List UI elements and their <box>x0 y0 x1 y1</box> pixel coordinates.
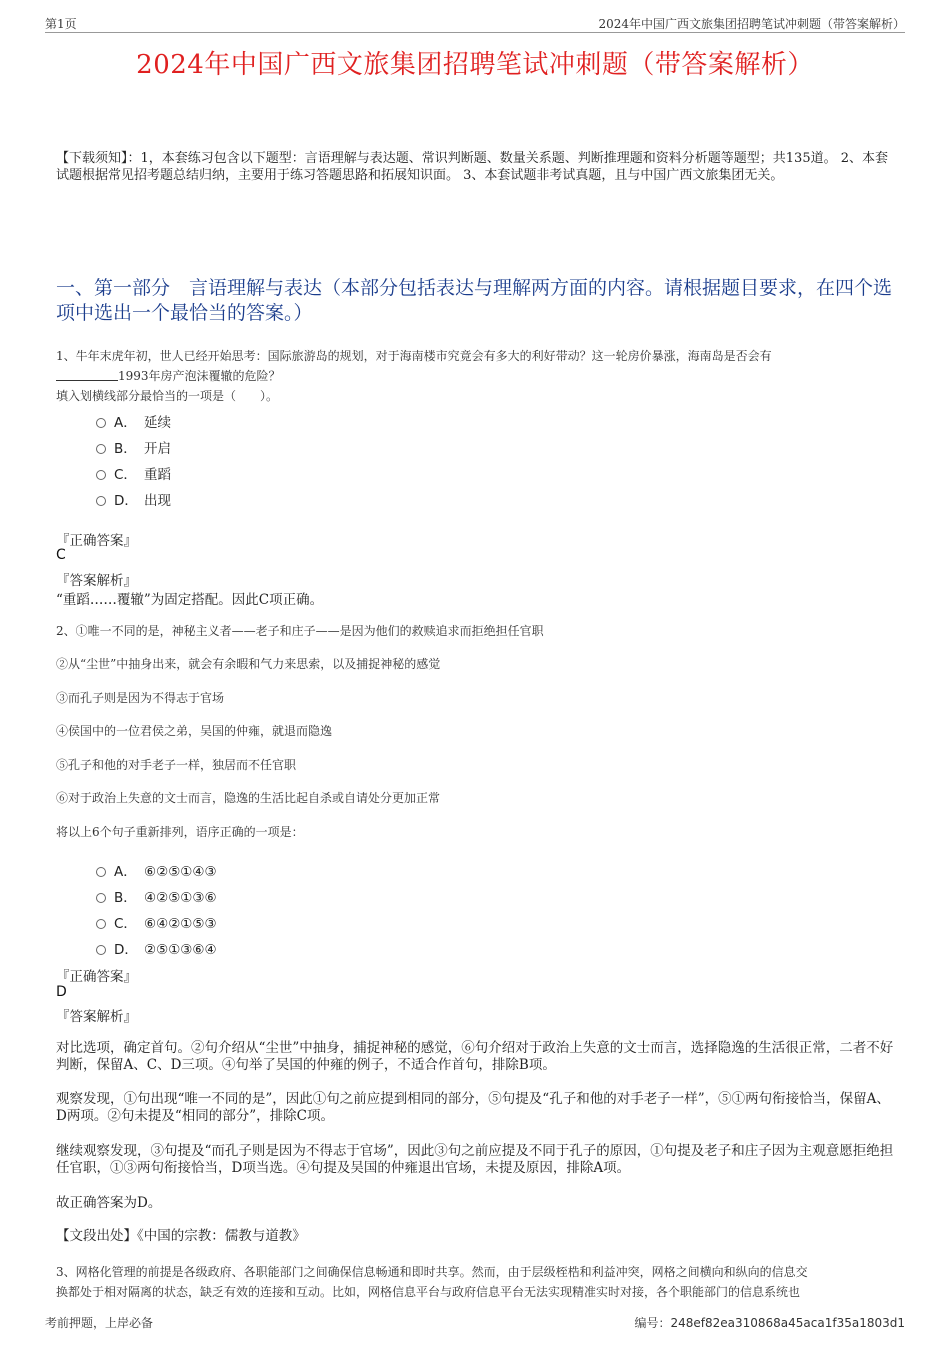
radio-icon[interactable] <box>96 496 106 506</box>
download-notice: 【下载须知】：1，本套练习包含以下题型：言语理解与表达题、常识判断题、数量关系题、判断推理题和资料分析题等题型；共135道。 2、本套试题根据常见招考题总结归纳，主要用于练习答题思路和拓展知识面。 3、本套试题非考试真题，且与中国广西文旅集团无关。 <box>56 151 888 183</box>
radio-icon[interactable] <box>96 893 106 903</box>
q2-explain-para-2: 观察发现，①句出现“唯一不同的是”，因此①句之前应提到相同的部分，⑤句提及“孔子和他的对手老子一样”，⑤①两句衔接恰当，保留A、D两项。②句未提及“相同的部分”，排除C项。 <box>56 1091 890 1124</box>
q1-option-d[interactable]: D． 出现 <box>96 489 171 509</box>
q2-sentence-6: ⑥对于政治上失意的文士而言，隐逸的生活比起自杀或自请处分更加正常 <box>56 791 441 805</box>
q2-option-b[interactable]: B． ④②⑤①③⑥ <box>96 886 217 906</box>
q1-option-a[interactable]: A． 延续 <box>96 411 171 431</box>
q1-option-b[interactable]: B． 开启 <box>96 437 171 457</box>
page-title: 2024年中国广西文旅集团招聘笔试冲刺题（带答案解析） <box>136 50 814 80</box>
radio-icon[interactable] <box>96 919 106 929</box>
q2-option-c[interactable]: C． ⑥④②①⑤③ <box>96 912 217 932</box>
q2-explain-para-1: 对比选项，确定首句。②句介绍从“尘世”中抽身，捕捉神秘的感觉，⑥句介绍对于政治上失意的文士而言，选择隐逸的生活很正常，二者不好判断，保留A、C、D三项。④句举了吴国的仲雍的例子，不适合作首句，排除B项。 <box>56 1040 894 1073</box>
q1-answer: C <box>56 547 66 563</box>
q2-explain-para-3: 继续观察发现，③句提及“而孔子则是因为不得志于官场”，因此③句之前应提及不同于孔子的原因，①句提及老子和庄子因为主观意愿拒绝担任官职，①③两句衔接恰当，D项当选。④句提及吴国的仲雍退出官场，未提及原因，排除A项。 <box>56 1143 894 1176</box>
q2-option-d[interactable]: D． ②⑤①③⑥④ <box>96 938 217 958</box>
q1-explanation: “重蹈……覆辙”为固定搭配。因此C项正确。 <box>56 592 324 608</box>
q2-sentence-1: 2、①唯一不同的是，神秘主义者——老子和庄子——是因为他们的救赎追求而拒绝担任官职 <box>56 624 544 638</box>
q2-sentence-3: ③而孔子则是因为不得志于官场 <box>56 691 225 705</box>
section-heading: 一、第一部分 言语理解与表达（本部分包括表达与理解两方面的内容。请根据题目要求，在四个选项中选出一个最恰当的答案。） <box>56 277 893 324</box>
q1-option-c[interactable]: C． 重蹈 <box>96 463 171 483</box>
q2-explain-para-4: 故正确答案为D。 <box>56 1195 162 1211</box>
radio-icon[interactable] <box>96 867 106 877</box>
q2-answer-label: 『正确答案』 <box>56 969 137 985</box>
q2-option-a[interactable]: A． ⑥②⑤①④③ <box>96 860 217 880</box>
q2-source: 【文段出处】《中国的宗教：儒教与道教》 <box>56 1228 306 1244</box>
footer-slogan: 考前押题，上岸必备 <box>45 1316 154 1330</box>
q2-sentence-2: ②从“尘世”中抽身出来，就会有余暇和气力来思索，以及捕捉神秘的感觉 <box>56 657 441 671</box>
q1-answer-label: 『正确答案』 <box>56 533 137 549</box>
header-divider <box>45 32 905 33</box>
footer-code: 编号：248ef82ea310868a45aca1f35a1803d1 <box>634 1316 905 1330</box>
radio-icon[interactable] <box>96 470 106 480</box>
q1-instruction: 填入划横线部分最恰当的一项是（ ）。 <box>56 389 279 403</box>
page-number: 第1页 <box>45 17 77 31</box>
q3-stem-line1: 3、网格化管理的前提是各级政府、各职能部门之间确保信息畅通和即时共享。然而，由于层级桎梏和利益冲突，网格之间横向和纵向的信息交 <box>56 1265 808 1279</box>
q2-sentence-4: ④侯国中的一位君侯之弟，吴国的仲雍，就退而隐逸 <box>56 724 333 738</box>
q2-sentence-5: ⑤孔子和他的对手老子一样，独居而不任官职 <box>56 758 297 772</box>
q2-answer: D <box>56 984 67 1000</box>
q1-blank <box>56 368 118 381</box>
radio-icon[interactable] <box>96 418 106 428</box>
q2-explain-label: 『答案解析』 <box>56 1009 137 1025</box>
q3-stem-line2: 换都处于相对隔离的状态，缺乏有效的连接和互动。比如，网格信息平台与政府信息平台无法实现精准实时对接，各个职能部门的信息系统也 <box>56 1285 801 1299</box>
q1-stem-line2: 1993年房产泡沫覆辙的危险？ <box>56 368 916 385</box>
q1-explain-label: 『答案解析』 <box>56 573 137 589</box>
radio-icon[interactable] <box>96 444 106 454</box>
q1-stem-line1: 1、牛年末虎年初，世人已经开始思考：国际旅游岛的规划，对于海南楼市究竟会有多大的利好带动？这一轮房价暴涨，海南岛是否会有 <box>56 349 772 363</box>
header-doc-title: 2024年中国广西文旅集团招聘笔试冲刺题（带答案解析） <box>598 17 905 31</box>
radio-icon[interactable] <box>96 945 106 955</box>
q2-instruction: 将以上6个句子重新排列，语序正确的一项是： <box>56 825 304 839</box>
